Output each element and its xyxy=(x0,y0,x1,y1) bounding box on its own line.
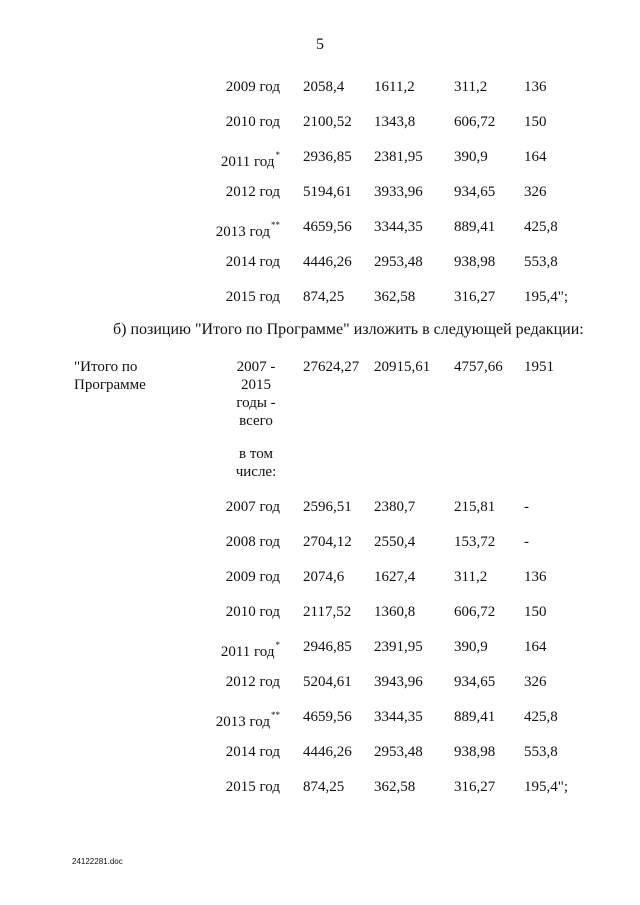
value-cell-3: 311,2 xyxy=(454,569,488,585)
value-cell-4: 425,8 xyxy=(524,709,558,725)
value-cell-2: 2953,48 xyxy=(374,254,423,270)
table-row xyxy=(0,533,640,553)
including-label: в том числе: xyxy=(235,446,277,480)
value-cell-2: 1611,2 xyxy=(374,79,415,95)
value-cell-4: 553,8 xyxy=(524,744,558,760)
year-cell xyxy=(226,78,280,96)
year-label: 2010 год xyxy=(225,114,280,130)
value-cell-3: 934,65 xyxy=(454,184,496,200)
value-cell-2: 1343,8 xyxy=(374,114,416,130)
value-cell-2: 3344,35 xyxy=(374,709,423,725)
year-label: 2010 год xyxy=(225,604,280,620)
value-cell-1: 5204,61 xyxy=(303,674,352,690)
value-cell-1: 2704,12 xyxy=(303,534,352,550)
value-cell-3: 390,9 xyxy=(454,149,488,165)
year-cell xyxy=(226,533,280,551)
total-value-4: 1951 xyxy=(524,359,554,375)
table-row xyxy=(0,778,640,798)
table-row xyxy=(0,498,640,518)
value-cell-4: - xyxy=(524,534,529,550)
year-cell xyxy=(226,113,280,131)
value-cell-2: 2391,95 xyxy=(374,639,423,655)
value-cell-2: 3933,96 xyxy=(374,184,423,200)
value-cell-1: 4446,26 xyxy=(303,744,352,760)
value-cell-4: 150 xyxy=(524,114,547,130)
value-cell-4: - xyxy=(524,499,529,515)
value-cell-3: 934,65 xyxy=(454,674,496,690)
page-number: 5 xyxy=(316,36,324,53)
year-label: 2014 год xyxy=(225,254,280,270)
value-cell-3: 390,9 xyxy=(454,639,488,655)
value-cell-4: 326 xyxy=(524,184,547,200)
year-label: 2007 год xyxy=(225,499,280,515)
year-cell xyxy=(216,708,280,731)
year-cell xyxy=(226,498,280,516)
year-label: 2014 год xyxy=(225,744,280,760)
value-cell-1: 2074,6 xyxy=(303,569,345,585)
value-cell-1: 2596,51 xyxy=(303,499,352,515)
year-cell xyxy=(226,778,280,796)
value-cell-1: 2946,85 xyxy=(303,639,352,655)
value-cell-2: 2381,95 xyxy=(374,149,423,165)
total-value-3: 4757,66 xyxy=(454,359,503,375)
value-cell-4: 195,4"; xyxy=(524,289,569,305)
value-cell-2: 1360,8 xyxy=(374,604,416,620)
value-cell-4: 136 xyxy=(524,569,547,585)
value-cell-3: 938,98 xyxy=(454,254,496,270)
total-value-2: 20915,61 xyxy=(374,359,431,375)
year-cell xyxy=(226,183,280,201)
value-cell-2: 2550,4 xyxy=(374,534,416,550)
value-cell-1: 5194,61 xyxy=(303,184,352,200)
year-cell xyxy=(216,218,280,241)
value-cell-3: 215,81 xyxy=(454,499,496,515)
table-row xyxy=(0,603,640,623)
footnote-mark: * xyxy=(275,150,280,160)
year-label: 2009 год xyxy=(225,569,280,585)
value-cell-1: 4659,56 xyxy=(303,219,352,235)
value-cell-4: 425,8 xyxy=(524,219,558,235)
table-row xyxy=(0,288,640,308)
value-cell-4: 164 xyxy=(524,639,547,655)
table-row xyxy=(0,113,640,133)
year-label: 2013 год xyxy=(215,224,270,240)
value-cell-3: 316,27 xyxy=(454,289,496,305)
year-cell xyxy=(226,603,280,621)
year-cell xyxy=(226,743,280,761)
value-cell-3: 938,98 xyxy=(454,744,496,760)
year-cell xyxy=(226,568,280,586)
value-cell-3: 889,41 xyxy=(454,219,496,235)
value-cell-3: 606,72 xyxy=(454,114,496,130)
file-name-footer: 24122281.doc xyxy=(72,857,123,866)
year-cell xyxy=(221,148,280,171)
table-row xyxy=(0,743,640,763)
footnote-mark: ** xyxy=(271,710,280,720)
value-cell-1: 2058,4 xyxy=(303,79,345,95)
value-cell-1: 2936,85 xyxy=(303,149,352,165)
table-row xyxy=(0,183,640,203)
value-cell-4: 553,8 xyxy=(524,254,558,270)
value-cell-4: 136 xyxy=(524,79,547,95)
year-label: 2012 год xyxy=(225,184,280,200)
value-cell-3: 889,41 xyxy=(454,709,496,725)
value-cell-1: 4446,26 xyxy=(303,254,352,270)
year-label: 2011 год xyxy=(220,644,275,660)
value-cell-4: 164 xyxy=(524,149,547,165)
total-value-1: 27624,27 xyxy=(303,359,360,375)
value-cell-3: 153,72 xyxy=(454,534,496,550)
value-cell-1: 4659,56 xyxy=(303,709,352,725)
year-cell xyxy=(226,288,280,306)
value-cell-2: 3344,35 xyxy=(374,219,423,235)
value-cell-2: 362,58 xyxy=(374,779,416,795)
value-cell-2: 2380,7 xyxy=(374,499,416,515)
table-row xyxy=(0,708,640,728)
year-label: 2015 год xyxy=(225,289,280,305)
table-row xyxy=(0,568,640,588)
year-cell xyxy=(221,638,280,661)
value-cell-4: 150 xyxy=(524,604,547,620)
value-cell-3: 316,27 xyxy=(454,779,496,795)
year-label: 2013 год xyxy=(215,714,270,730)
year-label: 2009 год xyxy=(225,79,280,95)
total-label: "Итого по Программе xyxy=(74,359,146,393)
value-cell-1: 2100,52 xyxy=(303,114,352,130)
table-row xyxy=(0,218,640,238)
table-row xyxy=(0,673,640,693)
value-cell-2: 2953,48 xyxy=(374,744,423,760)
footnote-mark: * xyxy=(275,640,280,650)
year-label: 2012 год xyxy=(225,674,280,690)
value-cell-2: 362,58 xyxy=(374,289,416,305)
value-cell-1: 2117,52 xyxy=(303,604,352,620)
value-cell-2: 1627,4 xyxy=(374,569,416,585)
year-cell xyxy=(226,673,280,691)
value-cell-1: 874,25 xyxy=(303,779,345,795)
table-row xyxy=(0,78,640,98)
year-cell xyxy=(226,253,280,271)
total-row xyxy=(0,358,640,378)
table-row xyxy=(0,253,640,273)
value-cell-4: 195,4"; xyxy=(524,779,569,795)
value-cell-2: 3943,96 xyxy=(374,674,423,690)
table-row xyxy=(0,148,640,168)
value-cell-3: 606,72 xyxy=(454,604,496,620)
value-cell-1: 874,25 xyxy=(303,289,345,305)
year-label: 2015 год xyxy=(225,779,280,795)
value-cell-3: 311,2 xyxy=(454,79,488,95)
value-cell-4: 326 xyxy=(524,674,547,690)
year-label: 2008 год xyxy=(225,534,280,550)
total-period: 2007 - 2015 годы - всего xyxy=(236,359,276,429)
year-label: 2011 год xyxy=(220,154,275,170)
instruction-paragraph: б) позицию "Итого по Программе" изложить в следующей редакции: xyxy=(113,321,584,338)
table-row xyxy=(0,638,640,658)
footnote-mark: ** xyxy=(271,220,280,230)
